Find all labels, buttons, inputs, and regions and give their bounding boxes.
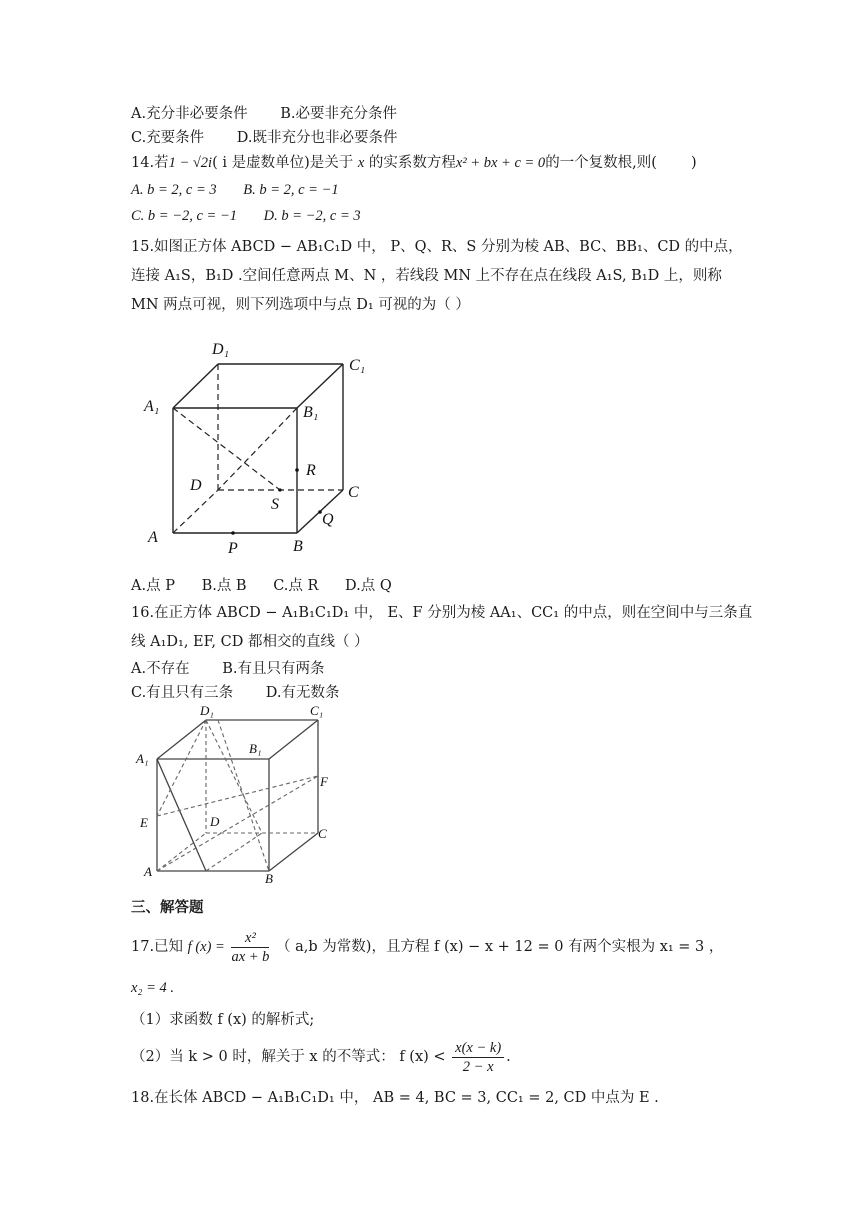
q15-label-r: R (306, 462, 316, 479)
q15-option-b: B.点 B (201, 578, 247, 594)
q16-label-c1: C₁ (310, 706, 324, 718)
q17-stem-line1 (131, 928, 723, 966)
q16-cube-figure (134, 706, 344, 886)
q15-label-b: B (293, 538, 303, 555)
q17-x2: x₂ = 4 . (131, 980, 175, 996)
q15-label-b1: B₁ (303, 404, 319, 421)
q17-prefix: 17.已知 (131, 939, 184, 955)
q14-options-row1 (131, 180, 339, 200)
q13-options-row2 (131, 128, 398, 148)
q17-part2-denominator: 2 − x (462, 1058, 494, 1075)
q17-fraction (231, 929, 269, 966)
q17-part1: （1）求函数 f (x) 的解析式; (131, 1012, 315, 1028)
q17-stem-line2 (131, 978, 174, 998)
q16-label-a1: A₁ (136, 751, 149, 766)
q17-function: f (x) = (187, 939, 225, 955)
q16-stem-line1: 16.在正方体 ABCD − A₁B₁C₁D₁ 中， E、F 分别为棱 AA₁、CC₁ 的中点，则在空间中与三条直 (131, 605, 753, 621)
q15-stem-line3: MN 两点可视，则下列选项中与点 D₁ 可视的为（ ） (131, 297, 470, 313)
q16-option-b: B.有且只有两条 (222, 661, 325, 677)
q16-stem-line2: 线 A₁D₁, EF, CD 都相交的直线（ ） (131, 634, 369, 650)
q14-equation: x² + bx + c = 0 (455, 155, 546, 171)
q15-label-c: C (348, 484, 359, 501)
q16-option-c: C.有且只有三条 (131, 685, 234, 701)
q16-label-e: E (140, 815, 148, 830)
q15-label-d1: D₁ (212, 341, 230, 358)
q16-option-d: D.有无数条 (265, 685, 340, 701)
q15-label-s: S (271, 496, 279, 513)
q15-option-d: D.点 Q (345, 578, 392, 594)
q14-option-d: D. b = −2, c = 3 (263, 208, 361, 224)
q13-option-c: C.充要条件 (131, 130, 205, 146)
q14-option-c: C. b = −2, c = −1 (131, 208, 237, 224)
q16-label-d1: D₁ (200, 706, 214, 718)
q16-label-c: C (318, 826, 327, 841)
q17-fraction-denominator: ax + b (231, 948, 270, 965)
q16-label-b1: B₁ (249, 741, 262, 756)
q15-cube-figure (140, 332, 380, 564)
q17-stem-mid: （ a,b 为常数)，且方程 f (x) − x + 12 = 0 有两个实根为 x₁ = 3 ， (276, 939, 724, 955)
q15-option-a: A.点 P (131, 578, 175, 594)
q13-options-row1 (131, 104, 397, 124)
q18-stem: 18.在长体 ABCD − A₁B₁C₁D₁ 中， AB = 4, BC = 3, CC₁ = 2, CD 中点为 E . (131, 1090, 659, 1106)
q15-label-c1: C₁ (349, 357, 366, 374)
q14-var-x: x (357, 155, 365, 171)
q16-label-b: B (265, 871, 273, 886)
q15-option-c: C.点 R (273, 578, 319, 594)
q15-label-d: D (190, 477, 202, 494)
q17-part2-numerator: x(x − k) (452, 1039, 504, 1058)
q17-part2-end: . (506, 1049, 511, 1065)
q13-option-a: A.充分非必要条件 (131, 106, 248, 122)
q17-fraction-numerator: x² (231, 929, 269, 948)
q16-options-row1 (131, 659, 324, 679)
q17-part2-fraction (452, 1039, 504, 1076)
q16-label-d: D (210, 814, 220, 829)
q14-option-a: A. b = 2, c = 3 (131, 182, 217, 198)
q14-mid: ( i 是虚数单位)是关于 (212, 155, 354, 171)
q16-label-a: A (144, 864, 152, 879)
q14-stem (131, 153, 697, 173)
q15-label-q: Q (322, 511, 334, 528)
q14-options-row2 (131, 206, 361, 226)
q13-option-d: D.既非充分也非必要条件 (236, 130, 398, 146)
q16-option-a: A.不存在 (131, 661, 190, 677)
q16-label-f: F (320, 774, 328, 789)
q15-label-a: A (148, 529, 158, 546)
q14-paren-close: ) (690, 155, 697, 171)
q15-stem-line1: 15.如图正方体 ABCD − AB₁C₁D 中， P、Q、R、S 分别为棱 AB、BC、BB₁、CD 的中点， (131, 239, 743, 255)
q13-option-b: B.必要非充分条件 (280, 106, 397, 122)
q14-mid2: 的实系数方程 (368, 155, 456, 171)
q14-option-b: B. b = 2, c = −1 (243, 182, 339, 198)
q15-label-p: P (228, 540, 238, 557)
q15-stem-line2: 连接 A₁S，B₁D .空间任意两点 M、N ，若线段 MN 上不存在点在线段 A₁S, B₁D 上，则称 (131, 268, 722, 284)
q14-root: 1 − √2i (168, 155, 213, 171)
q14-end: 的一个复数根,则( (545, 155, 657, 171)
q17-part2-text: （2）当 k > 0 时，解关于 x 的不等式： f (x) < (131, 1049, 446, 1065)
q17-part2 (131, 1038, 511, 1076)
q14-prefix: 14.若 (131, 155, 169, 171)
q15-options (131, 576, 392, 596)
q16-options-row2 (131, 683, 340, 703)
section-title: 三、解答题 (131, 900, 204, 916)
q15-label-a1: A₁ (144, 398, 160, 415)
